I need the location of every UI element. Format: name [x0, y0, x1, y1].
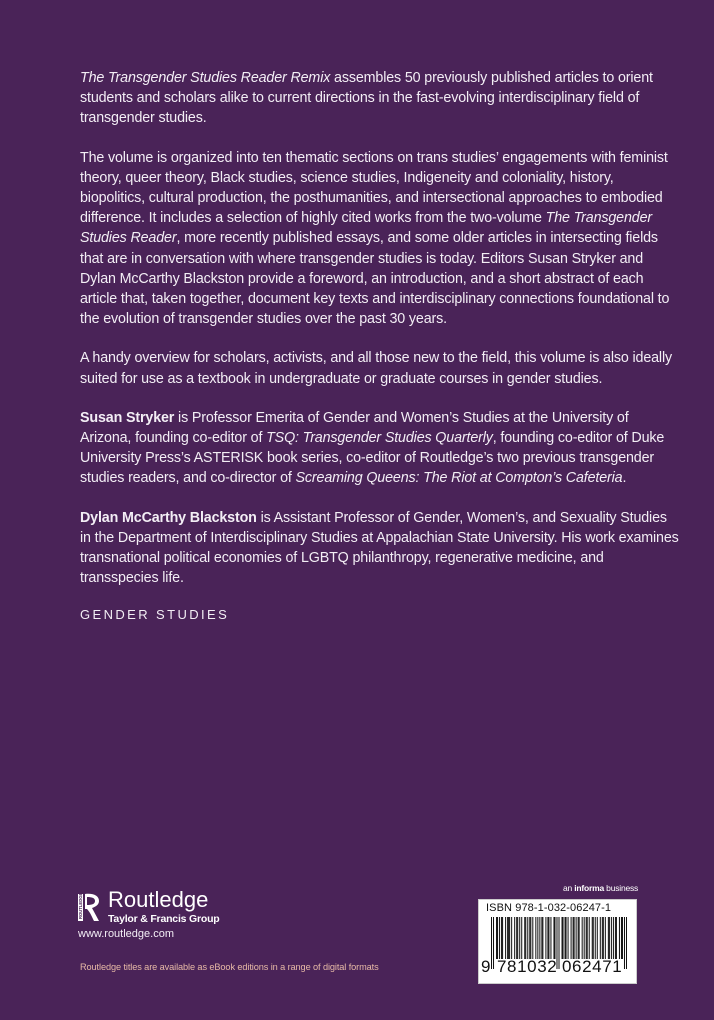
- barcode-digits-left: 781032: [497, 957, 558, 976]
- informa-prefix: an: [563, 883, 575, 893]
- svg-text:ROUTLEDGE: ROUTLEDGE: [78, 893, 83, 919]
- informa-suffix: business: [604, 883, 639, 893]
- subject-category: GENDER STUDIES: [80, 607, 230, 623]
- publisher-logo: [78, 889, 220, 940]
- barcode-digits-right: 062471: [562, 957, 623, 976]
- description-paragraph-3: A handy overview for scholars, activists, and all those new to the field, this volume is also ideally suited for use as a textbook in undergraduate or graduate courses in gender studies.: [80, 350, 672, 387]
- back-cover-text: [80, 68, 680, 626]
- isbn-barcode: [478, 899, 637, 984]
- publisher-group: Taylor & Francis Group: [108, 913, 220, 925]
- description-paragraph-1: The Transgender Studies Reader Remix assembles 50 previously published articles to orient students and scholars alike to current directions in the fast-evolving interdisciplinary field of transgender studies.: [80, 70, 653, 127]
- description-paragraph-2: The volume is organized into ten thematic sections on trans studies’ engagements with feminist theory, queer theory, Black studies, science studies, Indigeneity and coloniality, history, biopolitics, cultural production, the posthumanities, and intersectional approaches to embodied difference. It includes a selection of highly cited works from the two-volume The Transgender Studies Reader, more recently published essays, and some older articles in intersecting fields that are in conversation with where transgender studies is today. Editors Susan Stryker and Dylan McCarthy Blackston provide a foreword, an introduction, and a short abstract of each article that, taken together, document key texts and interdisciplinary connections foundational to the evolution of transgender studies over the past 30 years.: [80, 149, 670, 328]
- routledge-r-logo-icon: [78, 893, 100, 921]
- barcode-digit-lead: 9: [481, 957, 491, 976]
- bio-dylan-mccarthy-blackston: Dylan McCarthy Blackston is Assistant Professor of Gender, Women’s, and Sexuality Studies in the Department of Interdisciplinary Studies at Appalachian State University. His work examines transnational political economies of LGBTQ philanthropy, regenerative medicine, and transspecies life.: [80, 509, 679, 587]
- publisher-url: www.routledge.com: [78, 928, 174, 940]
- isbn-label: ISBN 978-1-032-06247-1: [486, 902, 612, 914]
- informa-brand: informa: [574, 883, 604, 893]
- publisher-name: Routledge: [108, 887, 209, 912]
- bio-susan-stryker: Susan Stryker is Professor Emerita of Gender and Women’s Studies at the University of Arizona, founding co-editor of TSQ: Transgender Studies Quarterly, founding co-editor of Duke University Press’s ASTERISK book series, co-editor of Routledge’s two previous transgender studies readers, and co-director of Screaming Queens: The Riot at Compton’s Cafeteria.: [80, 409, 665, 487]
- informa-business-tag: [563, 883, 638, 893]
- ebook-availability-note: Routledge titles are available as eBook editions in a range of digital formats: [80, 962, 379, 972]
